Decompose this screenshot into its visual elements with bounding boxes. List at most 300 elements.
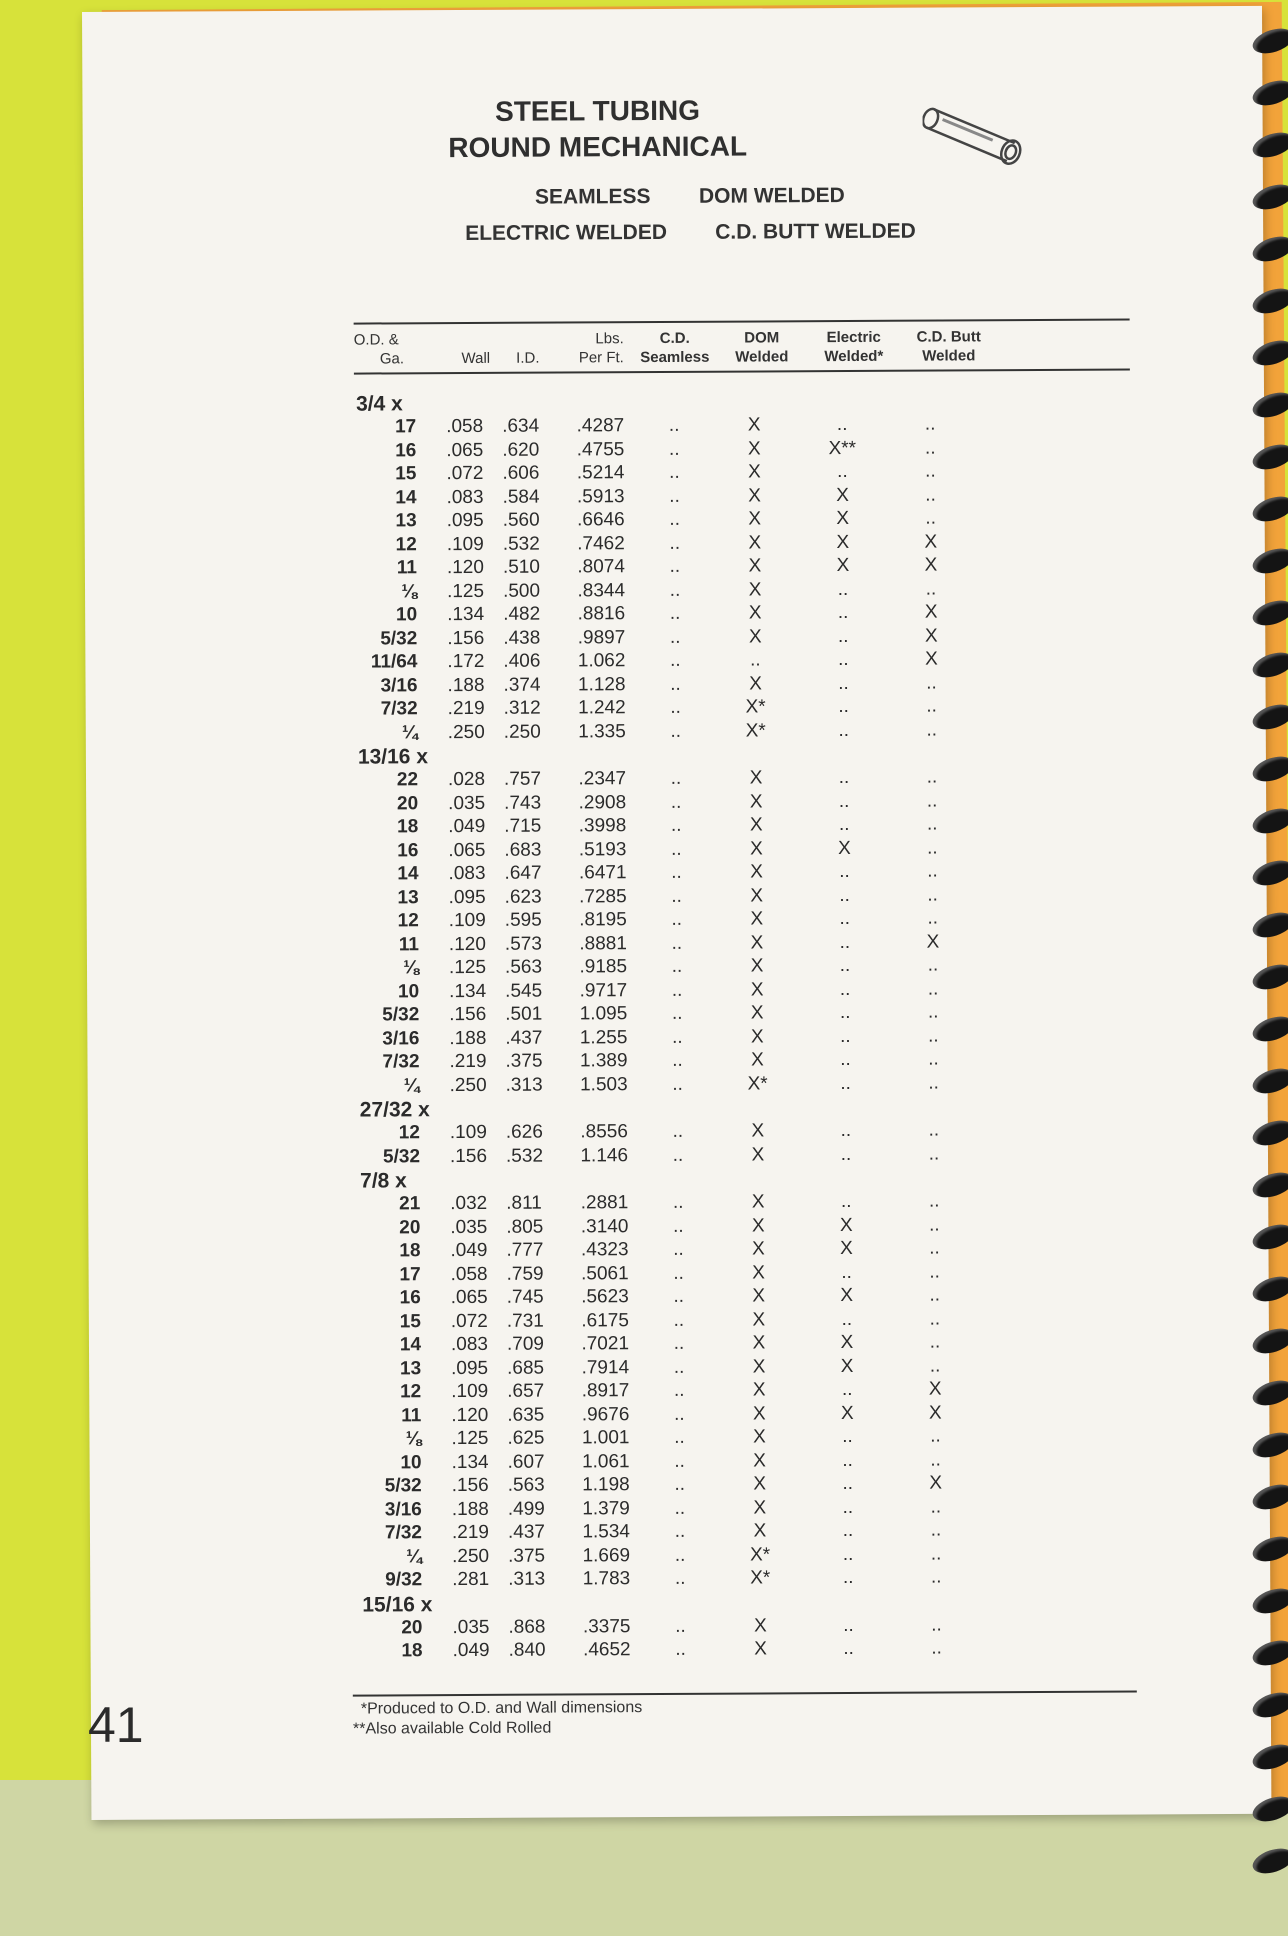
cell-lbs-per-ft: .9897 xyxy=(577,626,626,648)
cell-dom-welded: X xyxy=(748,555,762,577)
cell-electric-welded: .. xyxy=(837,460,848,483)
cell-lbs-per-ft: .9185 xyxy=(579,956,628,978)
cell-cd-seamless: .. xyxy=(671,908,683,930)
cell-gauge: 14 xyxy=(399,1334,422,1356)
cell-gauge: 21 xyxy=(399,1193,421,1215)
header-od xyxy=(354,330,406,368)
cell-gauge: 5/32 xyxy=(384,1475,422,1497)
cell-cd-butt-welded: .. xyxy=(930,1519,942,1541)
cell-wall: .049 xyxy=(448,815,486,838)
cell-cd-seamless: .. xyxy=(673,1332,685,1354)
table-row xyxy=(90,1565,1190,1593)
cell-electric-welded: X xyxy=(837,837,851,859)
cell-lbs-per-ft: .9717 xyxy=(579,979,628,1001)
cell-cd-butt-welded: .. xyxy=(929,1355,941,1377)
cell-cd-seamless: .. xyxy=(675,1615,686,1637)
cell-gauge: 11/64 xyxy=(370,651,418,673)
cell-cd-seamless: .. xyxy=(671,838,682,860)
cell-wall: .028 xyxy=(447,768,486,791)
header-wall-line1 xyxy=(450,330,502,349)
cell-wall: .156 xyxy=(449,1003,487,1026)
cell-id: .584 xyxy=(502,486,540,508)
cell-electric-welded: .. xyxy=(840,1190,852,1213)
cell-cd-butt-welded: .. xyxy=(929,1237,940,1259)
cell-electric-welded: .. xyxy=(838,790,850,812)
cell-lbs-per-ft: .2908 xyxy=(578,791,627,813)
cell-cd-butt-welded: .. xyxy=(929,1261,940,1283)
cell-gauge: 12 xyxy=(397,910,419,932)
cell-cd-butt-welded: .. xyxy=(930,1449,941,1471)
cell-lbs-per-ft: .6175 xyxy=(581,1309,629,1331)
cell-cd-seamless: .. xyxy=(673,1356,685,1378)
cell-cd-seamless: .. xyxy=(669,485,680,507)
cell-lbs-per-ft: .5913 xyxy=(576,485,625,507)
cell-gauge: 14 xyxy=(397,863,419,885)
header-od-line1: O.D. & xyxy=(353,331,399,349)
cell-id: .620 xyxy=(502,439,540,461)
cell-id: .532 xyxy=(505,1145,544,1167)
cell-wall: .219 xyxy=(447,697,485,720)
cell-cd-butt-welded: X xyxy=(924,601,938,623)
header-cds-line1: C.D. xyxy=(659,329,690,347)
cell-id: .840 xyxy=(508,1639,546,1661)
cell-gauge: 13 xyxy=(399,1357,422,1379)
cell-gauge: ¼ xyxy=(401,721,418,743)
cell-lbs-per-ft: .8917 xyxy=(581,1380,630,1402)
cell-wall: .125 xyxy=(448,956,487,979)
group-od-heading: 3/4 x xyxy=(355,392,403,416)
cell-cd-butt-welded: .. xyxy=(926,790,938,812)
cell-lbs-per-ft: .2881 xyxy=(580,1192,629,1214)
cell-cd-butt-welded: .. xyxy=(929,1214,940,1236)
cell-id: .501 xyxy=(505,1003,543,1025)
cell-id: .560 xyxy=(502,509,540,531)
cell-electric-welded: .. xyxy=(840,1119,852,1142)
table-row xyxy=(88,1071,1188,1099)
page-title-line2: ROUND MECHANICAL xyxy=(448,130,748,164)
cell-wall: .156 xyxy=(449,1145,488,1167)
cell-electric-welded: .. xyxy=(839,978,851,1000)
cell-wall: .109 xyxy=(449,1121,487,1144)
table-row xyxy=(88,1142,1188,1170)
cell-dom-welded: X xyxy=(752,1379,766,1401)
cell-wall: .058 xyxy=(450,1263,488,1285)
cell-electric-welded: X xyxy=(836,484,849,506)
cell-cd-seamless: .. xyxy=(673,1215,684,1237)
cell-dom-welded: X* xyxy=(750,1567,771,1589)
cell-gauge: 17 xyxy=(399,1263,421,1285)
cell-gauge: 22 xyxy=(396,769,419,791)
cell-electric-welded: X** xyxy=(828,437,857,459)
cell-wall: .109 xyxy=(446,533,484,555)
cell-id: .759 xyxy=(506,1263,544,1285)
cell-cd-seamless: .. xyxy=(671,979,683,1001)
cell-wall: .083 xyxy=(446,486,484,508)
cell-wall: .072 xyxy=(450,1310,488,1332)
cell-id: .657 xyxy=(507,1380,545,1402)
cell-lbs-per-ft: 1.335 xyxy=(578,720,626,742)
cell-gauge: 16 xyxy=(399,1287,421,1309)
cell-gauge: 5/32 xyxy=(380,627,418,649)
cell-gauge: 20 xyxy=(396,792,419,814)
cell-dom-welded: X* xyxy=(745,696,766,718)
cell-gauge: 16 xyxy=(397,839,419,861)
cell-id: .406 xyxy=(503,650,541,672)
cell-wall: .072 xyxy=(446,462,484,485)
group-od-heading: 27/32 x xyxy=(359,1098,430,1122)
cell-lbs-per-ft: .8195 xyxy=(579,909,627,931)
cell-cd-seamless: .. xyxy=(669,508,681,530)
cell-gauge: 12 xyxy=(398,1122,420,1144)
cell-id: .731 xyxy=(506,1310,544,1332)
group-od-heading: 7/8 x xyxy=(360,1169,407,1193)
cell-lbs-per-ft: 1.128 xyxy=(577,673,626,695)
cell-lbs-per-ft: 1.146 xyxy=(580,1144,629,1166)
cell-dom-welded: X xyxy=(752,1402,766,1425)
cell-dom-welded: X xyxy=(751,1120,765,1142)
cell-cd-seamless: .. xyxy=(670,696,681,718)
cell-cd-butt-welded: .. xyxy=(928,1190,940,1212)
cell-cd-seamless: .. xyxy=(671,1002,683,1024)
cell-id: .634 xyxy=(502,415,540,437)
cell-cd-butt-welded: .. xyxy=(929,1284,941,1306)
cell-id: .375 xyxy=(505,1050,543,1072)
cell-lbs-per-ft: 1.534 xyxy=(582,1521,631,1543)
cell-wall: .065 xyxy=(448,839,486,861)
cell-lbs-per-ft: 1.389 xyxy=(579,1050,628,1072)
header-wall xyxy=(450,330,502,368)
cell-dom-welded: X xyxy=(748,508,762,530)
cell-id: .683 xyxy=(504,839,542,861)
cell-electric-welded: X xyxy=(840,1402,854,1424)
cell-id: .312 xyxy=(503,697,541,719)
cell-cd-butt-welded: .. xyxy=(928,1048,939,1070)
cell-cd-butt-welded: .. xyxy=(928,1119,940,1141)
cell-dom-welded: X xyxy=(753,1473,767,1495)
cell-cd-butt-welded: .. xyxy=(927,1001,939,1023)
cell-gauge: ⅛ xyxy=(403,957,420,979)
header-ew-line2: Welded* xyxy=(824,347,884,366)
cell-cd-seamless: .. xyxy=(669,602,681,624)
cell-wall: .219 xyxy=(449,1050,487,1073)
cell-electric-welded: .. xyxy=(838,813,850,836)
cell-gauge: 3/16 xyxy=(380,674,418,696)
cell-lbs-per-ft: 1.242 xyxy=(578,697,626,719)
cell-lbs-per-ft: 1.783 xyxy=(582,1568,631,1590)
cell-wall: .065 xyxy=(450,1286,488,1309)
cell-wall: .095 xyxy=(451,1357,489,1379)
cell-lbs-per-ft: .6646 xyxy=(577,509,625,531)
cell-dom-welded: X xyxy=(749,790,763,813)
cell-lbs-per-ft: .8556 xyxy=(580,1121,628,1143)
cell-cd-seamless: .. xyxy=(670,767,682,789)
cell-lbs-per-ft: .5193 xyxy=(578,838,627,860)
cell-gauge: 9/32 xyxy=(385,1569,423,1591)
group-od-heading: 15/16 x xyxy=(362,1592,433,1617)
cell-id: .647 xyxy=(504,862,542,884)
cell-cd-seamless: .. xyxy=(674,1450,685,1472)
cell-dom-welded: X xyxy=(752,1238,765,1260)
cell-lbs-per-ft: 1.095 xyxy=(579,1003,628,1025)
cell-dom-welded: X xyxy=(748,531,762,554)
cell-dom-welded: X xyxy=(748,602,762,624)
cell-gauge: ⅛ xyxy=(405,1428,422,1450)
cell-gauge: 11 xyxy=(398,933,419,955)
cell-cd-butt-welded: .. xyxy=(928,1025,939,1047)
cell-cd-butt-welded: X xyxy=(925,648,938,670)
cell-id: .757 xyxy=(503,768,542,790)
cell-cd-butt-welded: .. xyxy=(926,766,938,788)
cell-id: .745 xyxy=(506,1286,544,1308)
cell-cd-butt-welded: .. xyxy=(931,1614,942,1636)
cell-lbs-per-ft: .4755 xyxy=(576,438,625,460)
cell-id: .811 xyxy=(506,1192,542,1214)
cell-id: .500 xyxy=(502,580,541,602)
cell-electric-welded: .. xyxy=(838,766,850,789)
page-title-line1: STEEL TUBING xyxy=(495,94,701,127)
cell-lbs-per-ft: 1.061 xyxy=(581,1450,630,1472)
header-cdb-line2: Welded xyxy=(922,347,976,365)
cell-dom-welded: X xyxy=(751,1143,765,1166)
cell-cd-seamless: .. xyxy=(672,1049,683,1071)
header-cds-line2: Seamless xyxy=(640,348,710,367)
cell-wall: .109 xyxy=(448,909,486,932)
cell-id: .715 xyxy=(504,815,542,837)
cell-cd-butt-welded: X xyxy=(928,1402,942,1424)
cell-electric-welded: .. xyxy=(842,1496,854,1518)
header-cdb-line1: C.D. Butt xyxy=(916,328,981,346)
cell-dom-welded: X xyxy=(752,1261,766,1284)
subtitle-electric-welded: ELECTRIC WELDED xyxy=(465,220,668,245)
cell-lbs-per-ft: .8881 xyxy=(579,932,627,954)
cell-lbs-per-ft: 1.503 xyxy=(580,1073,628,1095)
cell-gauge: 18 xyxy=(399,1240,421,1262)
cell-electric-welded: X xyxy=(840,1355,854,1377)
cell-electric-welded: X xyxy=(839,1214,853,1236)
cell-wall: .035 xyxy=(452,1616,490,1638)
footnote-cold-rolled: **Also available Cold Rolled xyxy=(352,1719,552,1738)
cell-cd-seamless: .. xyxy=(670,649,681,671)
cell-lbs-per-ft: .5214 xyxy=(576,462,625,484)
cell-dom-welded: X xyxy=(753,1496,767,1519)
cell-dom-welded: X xyxy=(750,1025,764,1048)
subtitle-dom-welded: DOM WELDED xyxy=(698,184,845,208)
cell-cd-seamless: .. xyxy=(674,1403,685,1425)
cell-id: .532 xyxy=(502,533,540,555)
cell-gauge: ¼ xyxy=(403,1074,420,1096)
cell-cd-seamless: .. xyxy=(669,555,681,577)
cell-dom-welded: X xyxy=(752,1332,766,1354)
cell-electric-welded: .. xyxy=(838,648,849,671)
cell-electric-welded: .. xyxy=(839,907,851,930)
cell-lbs-per-ft: .8344 xyxy=(577,579,626,601)
cell-cd-butt-welded: .. xyxy=(930,1566,942,1588)
cell-wall: .156 xyxy=(447,627,485,649)
cell-id: .313 xyxy=(508,1568,546,1590)
cell-gauge: 15 xyxy=(399,1310,421,1332)
cell-gauge: 16 xyxy=(395,439,417,461)
cell-cd-butt-welded: X xyxy=(924,531,938,553)
cell-cd-butt-welded: .. xyxy=(929,1331,941,1353)
cell-cd-seamless: .. xyxy=(674,1544,686,1566)
cell-cd-butt-welded: .. xyxy=(931,1637,942,1659)
cell-id: .375 xyxy=(508,1545,546,1567)
cell-cd-seamless: .. xyxy=(674,1520,686,1542)
cell-wall: .125 xyxy=(446,580,485,602)
cell-electric-welded: .. xyxy=(843,1614,854,1636)
cell-id: .482 xyxy=(503,603,541,625)
cell-wall: .120 xyxy=(451,1404,489,1426)
cell-gauge: 10 xyxy=(397,980,420,1002)
header-lbs xyxy=(564,329,624,367)
header-id-line1 xyxy=(506,330,550,349)
cell-wall: .188 xyxy=(451,1498,489,1520)
cell-wall: .065 xyxy=(446,439,484,461)
cell-wall: .219 xyxy=(451,1521,490,1544)
cell-electric-welded: .. xyxy=(839,860,850,883)
cell-dom-welded: X xyxy=(747,414,761,436)
header-cd-seamless xyxy=(630,329,720,367)
catalog-page xyxy=(82,6,1271,1820)
cell-id: .499 xyxy=(507,1498,545,1520)
cell-lbs-per-ft: .2347 xyxy=(578,768,627,790)
cell-dom-welded: X xyxy=(751,1191,765,1213)
page-number: 41 xyxy=(88,1697,144,1753)
cell-electric-welded: .. xyxy=(842,1425,853,1448)
cell-cd-butt-welded: .. xyxy=(924,413,936,435)
cell-wall: .032 xyxy=(450,1192,488,1215)
cell-dom-welded: X xyxy=(749,814,763,836)
cell-dom-welded: X xyxy=(753,1426,766,1448)
cell-id: .438 xyxy=(503,627,541,649)
cell-cd-seamless: .. xyxy=(672,1144,684,1166)
cell-electric-welded: .. xyxy=(840,1048,851,1071)
cell-lbs-per-ft: .4287 xyxy=(576,415,625,437)
cell-gauge: ¼ xyxy=(406,1545,423,1567)
cell-lbs-per-ft: .7462 xyxy=(577,532,625,554)
cell-cd-butt-welded: .. xyxy=(928,1143,940,1165)
cell-dom-welded: .. xyxy=(750,649,761,671)
cell-id: .374 xyxy=(503,674,541,696)
cell-id: .437 xyxy=(505,1027,543,1049)
cell-cd-seamless: .. xyxy=(674,1567,686,1589)
cell-id: .868 xyxy=(508,1616,546,1638)
cell-wall: .083 xyxy=(448,862,486,885)
cell-electric-welded: .. xyxy=(840,1143,852,1165)
cell-gauge: 3/16 xyxy=(382,1027,420,1049)
cell-cd-seamless: .. xyxy=(673,1262,684,1284)
subtitle-seamless: SEAMLESS xyxy=(534,185,651,209)
cell-cd-butt-welded: X xyxy=(928,1378,942,1400)
cell-cd-butt-welded: .. xyxy=(930,1425,941,1447)
cell-gauge: 5/32 xyxy=(382,1145,421,1167)
cell-cd-seamless: .. xyxy=(673,1285,685,1307)
cell-id: .563 xyxy=(504,956,543,978)
cell-wall: .134 xyxy=(451,1451,489,1473)
cell-gauge: 7/32 xyxy=(380,698,418,720)
cell-gauge: 11 xyxy=(401,1404,422,1426)
cell-electric-welded: .. xyxy=(842,1519,854,1542)
cell-cd-seamless: .. xyxy=(674,1426,685,1448)
cell-gauge: 3/16 xyxy=(384,1498,422,1520)
cell-id: .545 xyxy=(505,980,543,1002)
cell-wall: .083 xyxy=(450,1333,489,1356)
header-top-rule xyxy=(354,319,1130,325)
cell-cd-seamless: .. xyxy=(669,532,681,554)
cell-id: .625 xyxy=(507,1427,545,1449)
cell-electric-welded: .. xyxy=(842,1543,854,1565)
cell-cd-butt-welded: .. xyxy=(926,719,938,741)
cell-cd-butt-welded: .. xyxy=(927,978,939,1000)
cell-id: .623 xyxy=(504,886,542,908)
subtitle-cd-butt-welded: C.D. BUTT WELDED xyxy=(715,219,916,244)
cell-lbs-per-ft: 1.198 xyxy=(582,1474,630,1496)
cell-gauge: 13 xyxy=(395,510,417,532)
header-ew-line1: Electric xyxy=(826,328,881,347)
cell-gauge: 10 xyxy=(395,604,418,626)
footnote-od-wall: *Produced to O.D. and Wall dimensions xyxy=(360,1699,643,1718)
cell-electric-welded: .. xyxy=(839,884,850,906)
header-id-line2: I.D. xyxy=(516,349,540,367)
cell-cd-butt-welded: .. xyxy=(924,437,936,459)
cell-dom-welded: X xyxy=(749,837,763,860)
cell-wall: .172 xyxy=(447,650,485,673)
cell-dom-welded: X xyxy=(753,1520,767,1542)
cell-lbs-per-ft: .5623 xyxy=(581,1286,629,1308)
cell-electric-welded: X xyxy=(840,1237,853,1260)
cell-lbs-per-ft: .3998 xyxy=(578,815,627,837)
cell-wall: .109 xyxy=(451,1380,489,1403)
cell-electric-welded: X xyxy=(836,554,850,577)
cell-gauge: 12 xyxy=(400,1381,422,1403)
cell-wall: .156 xyxy=(451,1474,489,1497)
header-dom-line1: DOM xyxy=(744,329,780,347)
cell-gauge: 5/32 xyxy=(382,1004,420,1026)
cell-cd-seamless: .. xyxy=(673,1309,685,1331)
cell-cd-seamless: .. xyxy=(670,720,682,742)
cell-cd-seamless: .. xyxy=(673,1379,685,1401)
cell-cd-butt-welded: X xyxy=(929,1472,943,1494)
cell-cd-butt-welded: .. xyxy=(925,484,936,506)
cell-gauge: 7/32 xyxy=(382,1051,420,1073)
cell-electric-welded: .. xyxy=(839,1001,851,1024)
cell-id: .685 xyxy=(507,1357,545,1379)
cell-gauge: 18 xyxy=(401,1640,423,1662)
cell-dom-welded: X xyxy=(752,1308,766,1331)
cell-lbs-per-ft: .7021 xyxy=(581,1333,630,1355)
header-bottom-rule xyxy=(354,369,1130,375)
cell-electric-welded: X xyxy=(836,531,850,553)
cell-lbs-per-ft: .5061 xyxy=(581,1262,629,1284)
cell-dom-welded: X xyxy=(750,884,764,907)
cell-dom-welded: X xyxy=(752,1355,766,1378)
cell-gauge: 7/32 xyxy=(384,1522,423,1544)
cell-electric-welded: .. xyxy=(840,1025,851,1047)
cell-lbs-per-ft: .7285 xyxy=(579,885,627,907)
cell-dom-welded: X xyxy=(747,437,761,460)
cell-dom-welded: X xyxy=(750,931,764,954)
cell-wall: .250 xyxy=(449,1074,487,1096)
cell-dom-welded: X xyxy=(751,1214,765,1237)
cell-dom-welded: X xyxy=(749,672,762,695)
cell-wall: .250 xyxy=(447,721,485,743)
cell-id: .595 xyxy=(504,909,542,931)
cell-lbs-per-ft: .4652 xyxy=(582,1639,631,1661)
cell-gauge: 10 xyxy=(400,1451,422,1473)
cell-wall: .049 xyxy=(452,1639,490,1662)
cell-lbs-per-ft: .9676 xyxy=(581,1403,630,1425)
cell-wall: .120 xyxy=(446,556,484,579)
